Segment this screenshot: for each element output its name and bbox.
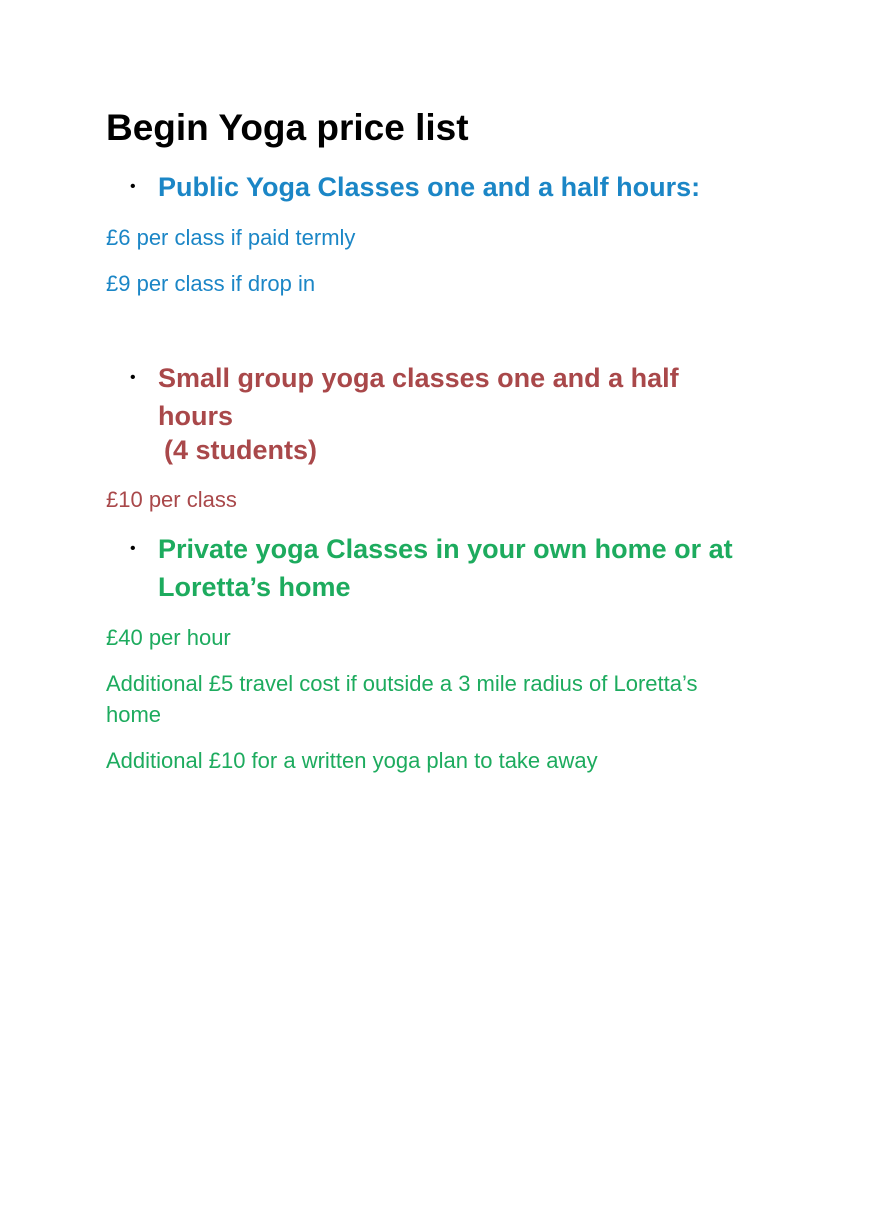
small-group-subheading: (4 students) — [164, 435, 318, 465]
list-bullet: • — [130, 369, 136, 386]
list-bullet: • — [130, 540, 136, 557]
public-drop-in-price: £9 per class if drop in — [106, 271, 316, 296]
page-title: Begin Yoga price list — [106, 107, 469, 148]
small-group-price: £10 per class — [106, 487, 237, 512]
public-termly-price: £6 per class if paid termly — [106, 225, 356, 250]
private-written-plan-cost: Additional £10 for a written yoga plan to take away — [106, 748, 598, 773]
public-classes-heading: Public Yoga Classes one and a half hours: — [158, 172, 701, 202]
private-hourly-price: £40 per hour — [106, 625, 231, 650]
private-travel-cost: Additional £5 travel cost if outside a 3 mile radius of Loretta’s home — [106, 671, 698, 727]
private-classes-heading: Private yoga Classes in your own home or at Loretta’s home — [158, 534, 733, 602]
list-bullet: • — [130, 178, 136, 195]
small-group-heading: Small group yoga classes one and a half hours — [158, 363, 679, 431]
